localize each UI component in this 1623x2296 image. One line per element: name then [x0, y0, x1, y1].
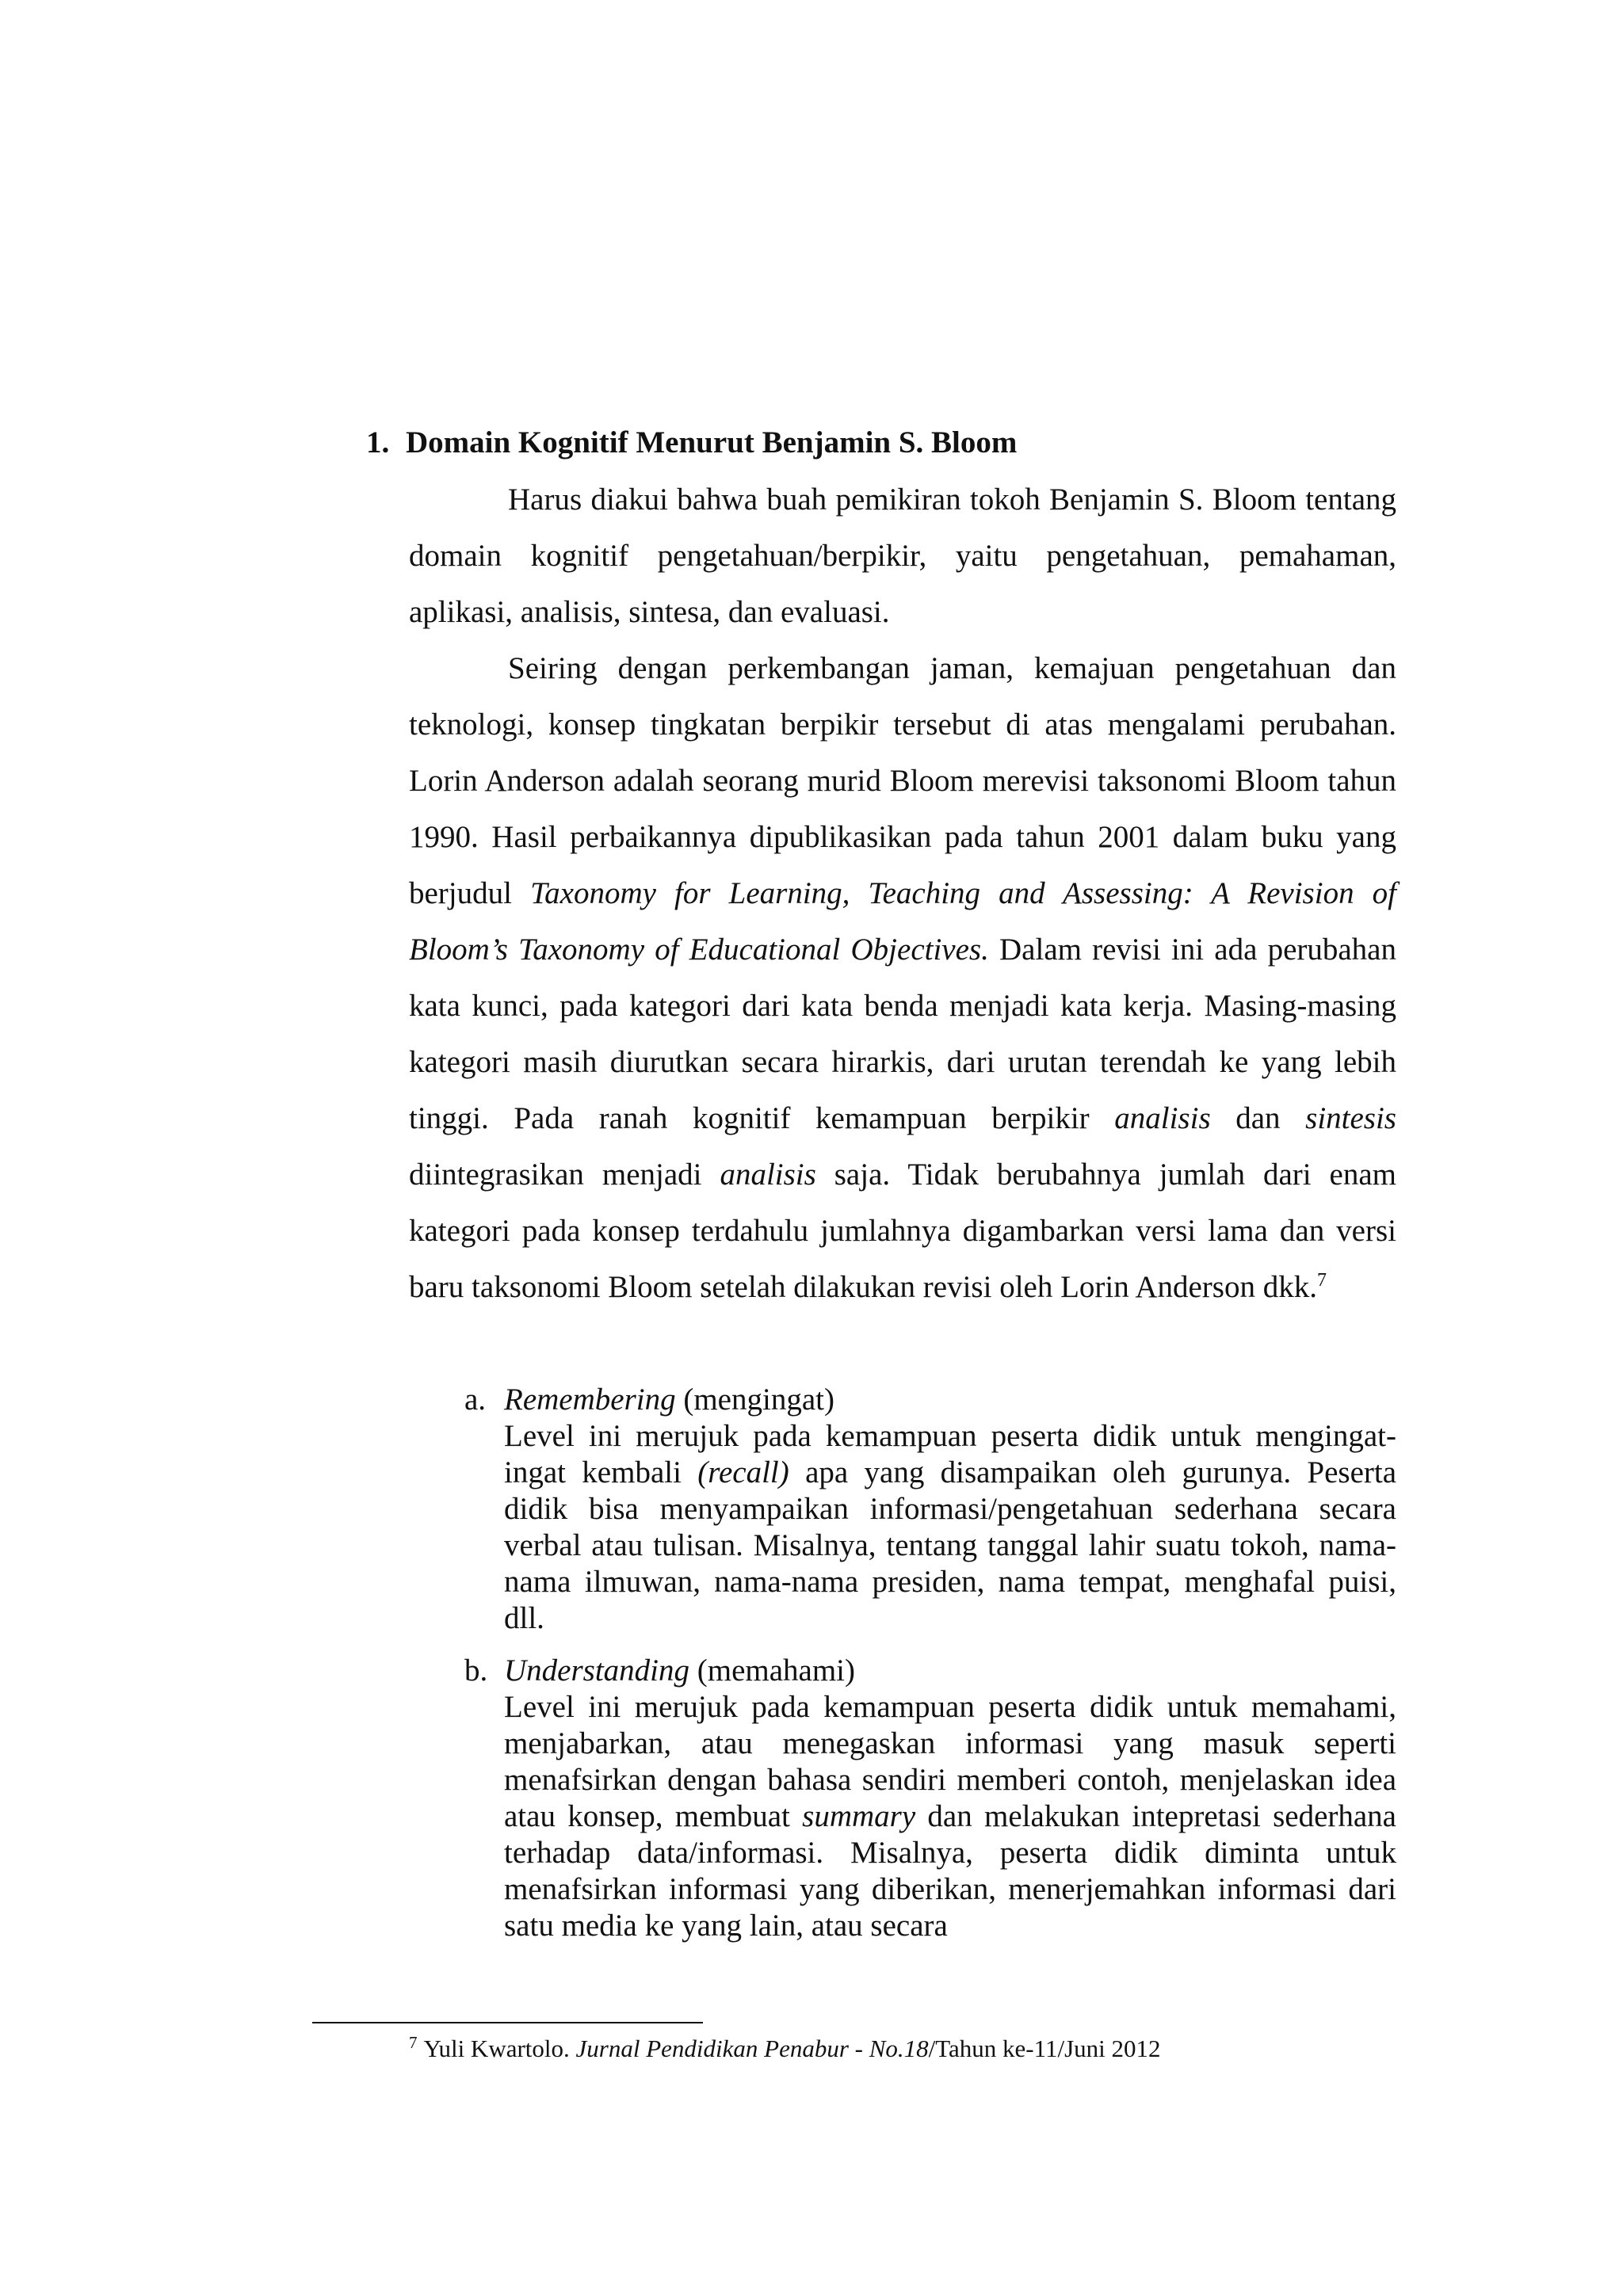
footnote-number: 7	[409, 2032, 418, 2052]
footnote-author: Yuli Kwartolo.	[423, 2035, 576, 2062]
term-analisis: analisis	[1114, 1101, 1211, 1135]
paragraph-2-text-4: diintegrasikan menjadi	[409, 1158, 720, 1192]
paragraph-2-text-1: Seiring dengan perkembangan jaman, kemajuan pengetahuan dan teknologi, konsep tingkatan berpikir tersebut di atas mengalami perubahan. Lorin Anderson adalah seorang murid Bloom merevisi taksonomi Bloom tahun 1990. Hasil perbaikannya dipublikasikan pada tahun 2001 dalam buku yang berjudul	[409, 651, 1396, 910]
list-term: Understanding	[504, 1653, 689, 1688]
paragraph-2	[409, 640, 1396, 1315]
list-term: Remembering	[504, 1383, 676, 1417]
list-body-text: apa yang disampaikan oleh gurunya. Peserta didik bisa menyampaikan informasi/pengetahuan sederhana secara verbal atau tulisan. Misalnya, tentang tanggal lahir suatu tokoh, nama-nama ilmuwan, nama-nama presiden, nama tempat, menghafal puisi, dll.	[504, 1455, 1397, 1635]
footnote	[409, 2033, 1400, 2065]
list-body-text: Level ini merujuk pada kemampuan peserta didik untuk mengingat-ingat kembali	[504, 1419, 1396, 1489]
list-marker: b.	[464, 1653, 488, 1688]
list-body-italic: (recall)	[697, 1455, 789, 1489]
section-title: Domain Kognitif Menurut Benjamin S. Bloom	[406, 425, 1018, 460]
list-translation: (memahami)	[689, 1653, 855, 1688]
footnote-details: /Tahun ke-11/Juni 2012	[928, 2035, 1161, 2062]
term-analisis-2: analisis	[720, 1158, 816, 1192]
list-body-italic: summary	[802, 1799, 916, 1833]
list-item-a-heading	[464, 1380, 1400, 1420]
list-body-text: Level ini merujuk pada kemampuan peserta didik untuk memahami, menjabarkan, atau menegaskan informasi yang masuk seperti menafsirkan dengan bahasa sendiri memberi contoh, menjelaskan idea atau konsep, membuat	[504, 1690, 1396, 1833]
section-number: 1.	[366, 425, 390, 460]
list-item-b-body	[504, 1689, 1396, 1944]
footnote-journal: Jurnal Pendidikan Penabur - No.18	[575, 2035, 929, 2062]
list-item-b-heading	[464, 1651, 1400, 1691]
book-title: Taxonomy for Learning, Teaching and Assessing: A Revision of Bloom’s Taxonomy of Educational Objectives.	[409, 876, 1396, 967]
footnote-divider	[312, 2022, 703, 2023]
paragraph-2-text-3: dan	[1210, 1101, 1306, 1135]
paragraph-2-text-5: saja. Tidak berubahnya jumlah dari enam kategori pada konsep terdahulu jumlahnya digambarkan versi lama dan versi baru taksonomi Bloom setelah dilakukan revisi oleh Lorin Anderson dkk.	[409, 1158, 1396, 1304]
list-body-text: dan melakukan intepretasi sederhana terhadap data/informasi. Misalnya, peserta didik diminta untuk menafsirkan informasi yang diberikan, menerjemahkan informasi dari satu media ke yang lain, atau secara	[504, 1799, 1396, 1943]
term-sintesis: sintesis	[1305, 1101, 1396, 1135]
paragraph-2-text-2: Dalam revisi ini ada perubahan kata kunci, pada kategori dari kata benda menjadi kata kerja. Masing-masing kategori masih diurutkan secara hirarkis, dari urutan terendah ke yang lebih tinggi. Pada ranah kognitif kemampuan berpikir	[409, 933, 1396, 1135]
list-item-a-body	[504, 1418, 1396, 1637]
section-heading	[366, 423, 1396, 463]
list-marker: a.	[464, 1383, 487, 1417]
list-translation: (mengingat)	[675, 1383, 834, 1417]
footnote-reference: 7	[1316, 1270, 1327, 1291]
paragraph-1: Harus diakui bahwa buah pemikiran tokoh Benjamin S. Bloom tentang domain kognitif pengetahuan/berpikir, yaitu pengetahuan, pemahaman, aplikasi, analisis, sintesa, dan evaluasi.	[409, 482, 1396, 629]
